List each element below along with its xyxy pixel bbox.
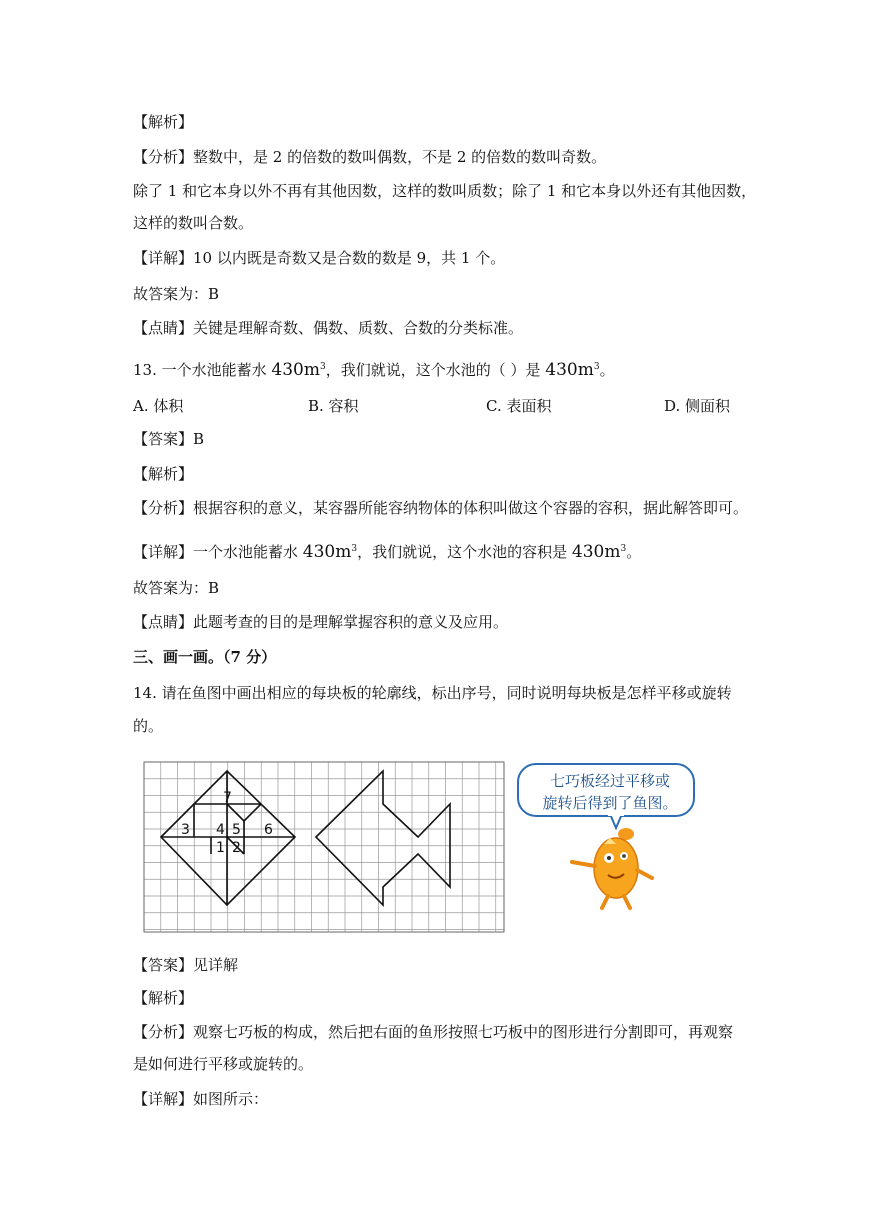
l11-value-1: 430m xyxy=(302,542,352,562)
l5: 【详解】10 以内既是奇数又是合数的数是 9，共 1 个。 xyxy=(133,249,506,267)
label-6: 6 xyxy=(264,822,273,838)
l15: 14. 请在鱼图中画出相应的每块板的轮廓线，标出序号，同时说明每块板是怎样平移或旋转 xyxy=(133,684,732,702)
l8: 【答案】B xyxy=(133,430,205,448)
sup-3: 3 xyxy=(351,544,358,554)
l21: 【详解】如图所示： xyxy=(133,1090,269,1108)
l3: 除了 1 和它本身以外不再有其他因数，这样的数叫质数；除了 1 和它本身以外还有其他因数， xyxy=(133,182,757,200)
q13-part-a: 13. 一个水池能蓄水 xyxy=(133,361,272,379)
l19: 【分析】观察七巧板的构成，然后把右面的鱼形按照七巧板中的图形进行分割即可，再观察 xyxy=(133,1023,734,1041)
label-2: 2 xyxy=(232,840,241,856)
option-b: B. 容积 xyxy=(308,397,359,415)
option-d: D. 侧面积 xyxy=(664,397,731,415)
l4: 这样的数叫合数。 xyxy=(133,214,254,232)
l18: 【解析】 xyxy=(133,989,194,1007)
label-1: 1 xyxy=(216,840,225,856)
mascot-icon xyxy=(572,828,652,908)
sup-3: 3 xyxy=(620,544,627,554)
sup-3: 3 xyxy=(319,362,326,372)
l13: 【点睛】此题考查的目的是理解掌握容积的意义及应用。 xyxy=(133,613,509,631)
label-5: 5 xyxy=(232,822,241,838)
l2: 【分析】整数中，是 2 的倍数的数叫偶数，不是 2 的倍数的数叫奇数。 xyxy=(133,148,607,166)
q13-line xyxy=(133,356,615,381)
sup-3: 3 xyxy=(593,362,600,372)
section-title: 三、画一画。（7 分） xyxy=(133,648,277,666)
bubble-line-1: 七巧板经过平移或 xyxy=(549,772,670,790)
bubble-text xyxy=(520,770,700,814)
l6: 故答案为：B xyxy=(133,285,220,303)
l17: 【答案】见详解 xyxy=(133,956,239,974)
l1: 【解析】 xyxy=(133,113,194,131)
l10: 【分析】根据容积的意义，某容器所能容纳物体的体积叫做这个容器的容积，据此解答即可。 xyxy=(133,499,749,517)
l7: 【点睛】关键是理解奇数、偶数、质数、合数的分类标准。 xyxy=(133,319,524,337)
q13-value-1: 430m xyxy=(271,360,320,380)
l9: 【解析】 xyxy=(133,465,194,483)
fish-outline xyxy=(316,771,450,905)
l11-part-b: ，我们就说，这个水池的容积是 xyxy=(357,543,572,561)
option-a: A. 体积 xyxy=(133,397,184,415)
q13-part-b: ，我们就说，这个水池的（ ）是 xyxy=(325,361,546,379)
l11-value-2: 430m xyxy=(571,542,621,562)
option-c: C. 表面积 xyxy=(486,397,552,415)
l20: 是如何进行平移或旋转的。 xyxy=(133,1055,314,1073)
q13-part-c: 。 xyxy=(599,361,615,379)
l11-part-c: 。 xyxy=(626,543,642,561)
label-3: 3 xyxy=(181,822,190,838)
bubble-line-2: 旋转后得到了鱼图。 xyxy=(542,794,678,812)
l11 xyxy=(133,538,641,563)
l12: 故答案为：B xyxy=(133,579,220,597)
label-4: 4 xyxy=(216,822,225,838)
q13-value-2: 430m xyxy=(545,360,594,380)
l16: 的。 xyxy=(133,717,164,735)
label-7: 7 xyxy=(223,790,232,806)
l11-part-a: 【详解】一个水池能蓄水 xyxy=(133,543,303,561)
